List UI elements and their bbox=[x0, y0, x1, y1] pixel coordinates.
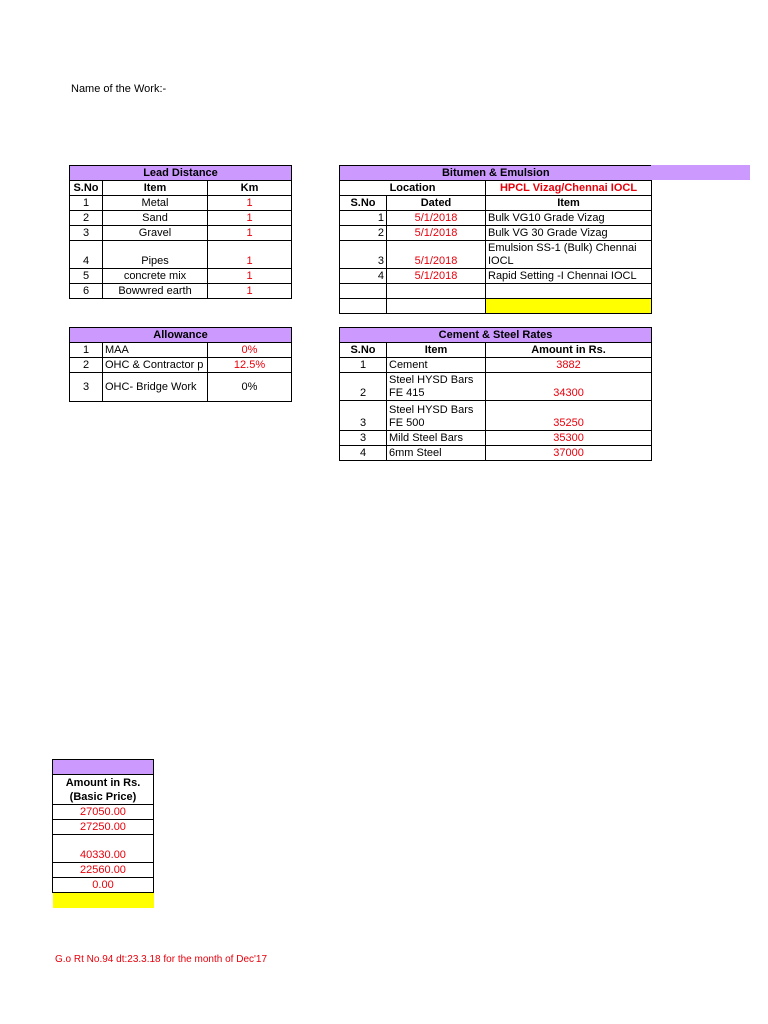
cement-item: Steel HYSD Bars FE 500 bbox=[387, 401, 486, 431]
cement-item: 6mm Steel bbox=[387, 446, 486, 461]
table-row bbox=[70, 284, 292, 299]
table-row bbox=[340, 401, 652, 431]
bitumen-location-label: Location bbox=[340, 181, 486, 196]
allowance-value: 0% bbox=[208, 343, 292, 358]
bitumen-col-dated: Dated bbox=[387, 196, 486, 211]
allowance-item: OHC & Contractor p bbox=[103, 358, 208, 373]
highlight-cell bbox=[486, 299, 652, 314]
allowance-title: Allowance bbox=[70, 328, 292, 343]
lead-item: Gravel bbox=[103, 226, 208, 241]
table-row bbox=[340, 373, 652, 401]
table-row bbox=[340, 241, 652, 269]
table-row bbox=[340, 284, 652, 299]
lead-distance-table bbox=[69, 165, 292, 299]
lead-sno: 2 bbox=[70, 211, 103, 226]
bitumen-location-value: HPCL Vizag/Chennai IOCL bbox=[486, 181, 652, 196]
table-row bbox=[340, 211, 652, 226]
cement-col-item: Item bbox=[387, 343, 486, 358]
lead-sno: 5 bbox=[70, 269, 103, 284]
table-row bbox=[70, 373, 292, 402]
bitumen-emulsion-table bbox=[339, 165, 652, 314]
basic-price-value: 27050.00 bbox=[53, 805, 154, 820]
table-row bbox=[340, 431, 652, 446]
lead-item: Bowwred earth bbox=[103, 284, 208, 299]
name-of-work-label: Name of the Work:- bbox=[71, 83, 167, 95]
basic-price-table bbox=[52, 759, 154, 908]
lead-km: 1 bbox=[208, 269, 292, 284]
cement-amount: 34300 bbox=[486, 373, 652, 401]
cement-item: Steel HYSD Bars FE 415 bbox=[387, 373, 486, 401]
table-row bbox=[340, 226, 652, 241]
basic-price-value: 27250.00 bbox=[53, 820, 154, 835]
allowance-table bbox=[69, 327, 292, 402]
lead-col-item: Item bbox=[103, 181, 208, 196]
bitumen-title: Bitumen & Emulsion bbox=[340, 166, 652, 181]
table-row bbox=[70, 226, 292, 241]
lead-sno: 6 bbox=[70, 284, 103, 299]
cement-sno: 1 bbox=[340, 358, 387, 373]
cement-title: Cement & Steel Rates bbox=[340, 328, 652, 343]
table-row bbox=[340, 269, 652, 284]
empty-cell bbox=[486, 284, 652, 299]
cement-item: Cement bbox=[387, 358, 486, 373]
empty-cell bbox=[387, 284, 486, 299]
lead-km: 1 bbox=[208, 226, 292, 241]
table-row bbox=[70, 358, 292, 373]
basic-price-header-fill bbox=[53, 760, 154, 775]
basic-price-value: 0.00 bbox=[53, 878, 154, 893]
lead-item: Pipes bbox=[103, 241, 208, 269]
table-row bbox=[70, 269, 292, 284]
bitumen-col-sno: S.No bbox=[340, 196, 387, 211]
bitumen-sno: 1 bbox=[340, 211, 387, 226]
table-row bbox=[53, 835, 154, 863]
basic-price-header: Amount in Rs. (Basic Price) bbox=[53, 775, 154, 805]
lead-km: 1 bbox=[208, 284, 292, 299]
bitumen-dated: 5/1/2018 bbox=[387, 241, 486, 269]
basic-price-value: 22560.00 bbox=[53, 863, 154, 878]
allowance-item: OHC- Bridge Work bbox=[103, 373, 208, 402]
cement-amount: 3882 bbox=[486, 358, 652, 373]
bitumen-sno: 2 bbox=[340, 226, 387, 241]
lead-item: Sand bbox=[103, 211, 208, 226]
table-row bbox=[70, 196, 292, 211]
lead-sno: 1 bbox=[70, 196, 103, 211]
cement-col-sno: S.No bbox=[340, 343, 387, 358]
table-row bbox=[53, 820, 154, 835]
table-row bbox=[70, 211, 292, 226]
allowance-sno: 2 bbox=[70, 358, 103, 373]
cement-item: Mild Steel Bars bbox=[387, 431, 486, 446]
lead-item: concrete mix bbox=[103, 269, 208, 284]
bitumen-dated: 5/1/2018 bbox=[387, 226, 486, 241]
bitumen-item: Rapid Setting -I Chennai IOCL bbox=[486, 269, 652, 284]
table-row bbox=[70, 343, 292, 358]
lead-km: 1 bbox=[208, 196, 292, 211]
table-row bbox=[53, 805, 154, 820]
lead-item: Metal bbox=[103, 196, 208, 211]
header-fill-extension bbox=[651, 165, 750, 180]
lead-sno: 4 bbox=[70, 241, 103, 269]
allowance-value: 0% bbox=[208, 373, 292, 402]
bitumen-sno: 3 bbox=[340, 241, 387, 269]
empty-cell bbox=[340, 284, 387, 299]
allowance-item: MAA bbox=[103, 343, 208, 358]
table-row bbox=[53, 863, 154, 878]
empty-cell bbox=[340, 299, 387, 314]
cement-sno: 2 bbox=[340, 373, 387, 401]
cement-amount: 37000 bbox=[486, 446, 652, 461]
bitumen-dated: 5/1/2018 bbox=[387, 269, 486, 284]
table-row bbox=[340, 358, 652, 373]
table-row bbox=[70, 241, 292, 269]
table-row bbox=[340, 299, 652, 314]
cement-sno: 3 bbox=[340, 431, 387, 446]
bitumen-item: Emulsion SS-1 (Bulk) Chennai IOCL bbox=[486, 241, 652, 269]
bitumen-sno: 4 bbox=[340, 269, 387, 284]
cement-sno: 3 bbox=[340, 401, 387, 431]
basic-price-value: 40330.00 bbox=[53, 835, 154, 863]
bitumen-dated: 5/1/2018 bbox=[387, 211, 486, 226]
footer-note: G.o Rt No.94 dt:23.3.18 for the month of Dec'17 bbox=[55, 954, 268, 965]
lead-col-sno: S.No bbox=[70, 181, 103, 196]
allowance-value: 12.5% bbox=[208, 358, 292, 373]
allowance-sno: 1 bbox=[70, 343, 103, 358]
cement-col-amount: Amount in Rs. bbox=[486, 343, 652, 358]
empty-cell bbox=[387, 299, 486, 314]
lead-km: 1 bbox=[208, 211, 292, 226]
bitumen-item: Bulk VG10 Grade Vizag bbox=[486, 211, 652, 226]
highlight-cell bbox=[53, 893, 154, 908]
bitumen-col-item: Item bbox=[486, 196, 652, 211]
allowance-sno: 3 bbox=[70, 373, 103, 402]
lead-col-km: Km bbox=[208, 181, 292, 196]
bitumen-item: Bulk VG 30 Grade Vizag bbox=[486, 226, 652, 241]
cement-amount: 35250 bbox=[486, 401, 652, 431]
table-row bbox=[53, 878, 154, 893]
lead-distance-title: Lead Distance bbox=[70, 166, 292, 181]
lead-km: 1 bbox=[208, 241, 292, 269]
cement-sno: 4 bbox=[340, 446, 387, 461]
lead-sno: 3 bbox=[70, 226, 103, 241]
cement-amount: 35300 bbox=[486, 431, 652, 446]
table-row bbox=[340, 446, 652, 461]
cement-steel-table bbox=[339, 327, 652, 461]
